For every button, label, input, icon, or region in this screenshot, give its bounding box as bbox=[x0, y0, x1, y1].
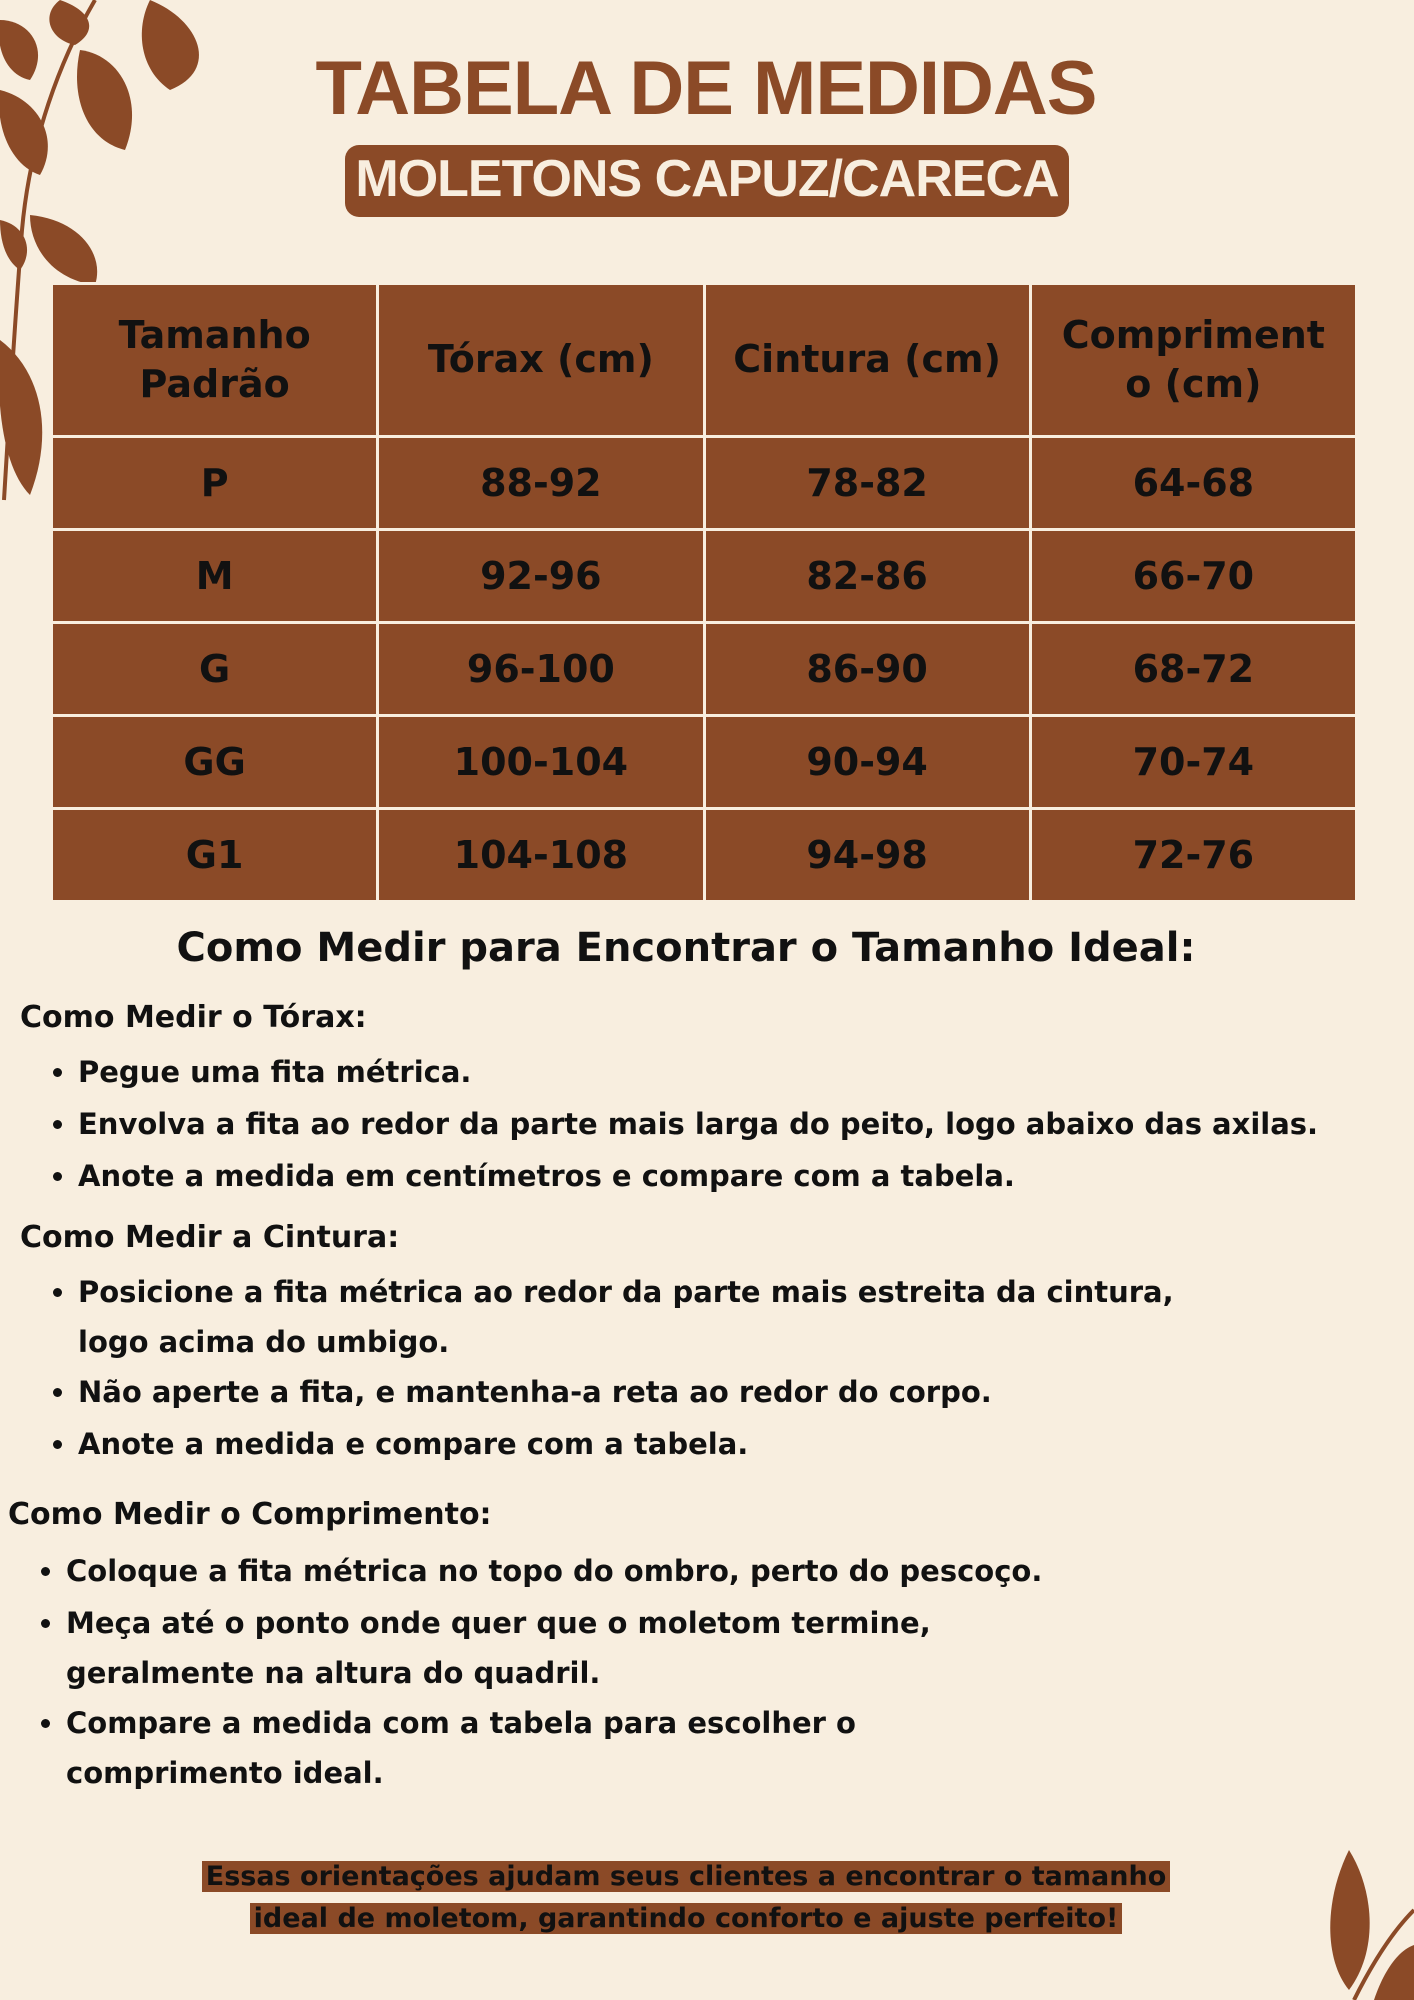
header-chest bbox=[378, 284, 704, 437]
table-row bbox=[52, 716, 1357, 809]
list-item bbox=[78, 1266, 1174, 1366]
length-cell: 68-72 bbox=[1030, 623, 1356, 716]
header-label: Padrão bbox=[139, 362, 290, 406]
header-size bbox=[52, 284, 378, 437]
subtitle-container bbox=[0, 145, 1414, 217]
waist-instructions-list bbox=[18, 1266, 1174, 1470]
header-label: Tamanho bbox=[118, 312, 311, 357]
header-length bbox=[1030, 284, 1356, 437]
chest-instructions-list bbox=[18, 1046, 1318, 1202]
length-cell: 64-68 bbox=[1030, 437, 1356, 530]
length-cell: 72-76 bbox=[1030, 809, 1356, 902]
list-item bbox=[66, 1545, 1042, 1597]
list-item bbox=[66, 1697, 1042, 1797]
list-item bbox=[66, 1597, 1042, 1697]
waist-cell: 94-98 bbox=[704, 809, 1030, 902]
chest-section-title: Como Medir o Tórax: bbox=[20, 1000, 367, 1035]
size-cell: GG bbox=[52, 716, 378, 809]
list-item bbox=[78, 1418, 1174, 1470]
length-instructions-list bbox=[6, 1545, 1042, 1797]
list-item-text: Não aperte a fita, e mantenha-a reta ao redor do corpo. bbox=[78, 1375, 992, 1409]
list-item-text: Envolva a fita ao redor da parte mais larga do peito, logo abaixo das axilas. bbox=[78, 1107, 1319, 1141]
chest-cell: 88-92 bbox=[378, 437, 704, 530]
list-item bbox=[78, 1098, 1318, 1150]
waist-section-title: Como Medir a Cintura: bbox=[20, 1220, 400, 1255]
header-label: Compriment bbox=[1061, 312, 1325, 357]
chest-cell: 96-100 bbox=[378, 623, 704, 716]
list-item-text: comprimento ideal. bbox=[66, 1756, 384, 1790]
size-cell: G bbox=[52, 623, 378, 716]
waist-cell: 78-82 bbox=[704, 437, 1030, 530]
length-cell: 70-74 bbox=[1030, 716, 1356, 809]
howto-heading: Como Medir para Encontrar o Tamanho Ideal: bbox=[176, 925, 1196, 971]
size-cell: M bbox=[52, 530, 378, 623]
chest-cell: 104-108 bbox=[378, 809, 704, 902]
chest-cell: 100-104 bbox=[378, 716, 704, 809]
header-label: Tórax (cm) bbox=[427, 337, 654, 382]
list-item-text: logo acima do umbigo. bbox=[78, 1325, 450, 1359]
waist-cell: 86-90 bbox=[704, 623, 1030, 716]
list-item-text: Meça até o ponto onde quer que o moletom termine, bbox=[66, 1606, 931, 1640]
list-item-text: Coloque a fita métrica no topo do ombro, perto do pescoço. bbox=[66, 1554, 1043, 1588]
footer-line: ideal de moletom, garantindo conforto e ajuste perfeito! bbox=[250, 1903, 1123, 1934]
list-item-text: Compare a medida com a tabela para escolher o bbox=[66, 1706, 856, 1740]
list-item-text: Anote a medida em centímetros e compare com a tabela. bbox=[78, 1159, 1015, 1193]
size-chart-table bbox=[50, 282, 1358, 903]
table-row bbox=[52, 623, 1357, 716]
chest-cell: 92-96 bbox=[378, 530, 704, 623]
header-label: o (cm) bbox=[1125, 362, 1262, 406]
table-header-row bbox=[52, 284, 1357, 437]
table-row bbox=[52, 530, 1357, 623]
length-cell: 66-70 bbox=[1030, 530, 1356, 623]
length-section-title: Como Medir o Comprimento: bbox=[8, 1497, 492, 1532]
page-subtitle: MOLETONS CAPUZ/CARECA bbox=[345, 145, 1068, 217]
size-cell: P bbox=[52, 437, 378, 530]
list-item-text: Posicione a fita métrica ao redor da parte mais estreita da cintura, bbox=[78, 1275, 1174, 1309]
header-label: Cintura (cm) bbox=[733, 337, 1001, 382]
list-item-text: Anote a medida e compare com a tabela. bbox=[78, 1427, 749, 1461]
footer-note bbox=[0, 1856, 1372, 1940]
table-row bbox=[52, 809, 1357, 902]
waist-cell: 82-86 bbox=[704, 530, 1030, 623]
waist-cell: 90-94 bbox=[704, 716, 1030, 809]
size-cell: G1 bbox=[52, 809, 378, 902]
footer-line: Essas orientações ajudam seus clientes a encontrar o tamanho bbox=[202, 1861, 1171, 1892]
list-item-text: geralmente na altura do quadril. bbox=[66, 1656, 601, 1690]
list-item-text: Pegue uma fita métrica. bbox=[78, 1055, 472, 1089]
list-item bbox=[78, 1366, 1174, 1418]
list-item bbox=[78, 1046, 1318, 1098]
table-row bbox=[52, 437, 1357, 530]
header-waist bbox=[704, 284, 1030, 437]
list-item bbox=[78, 1150, 1318, 1202]
page-title: TABELA DE MEDIDAS bbox=[315, 46, 1097, 131]
